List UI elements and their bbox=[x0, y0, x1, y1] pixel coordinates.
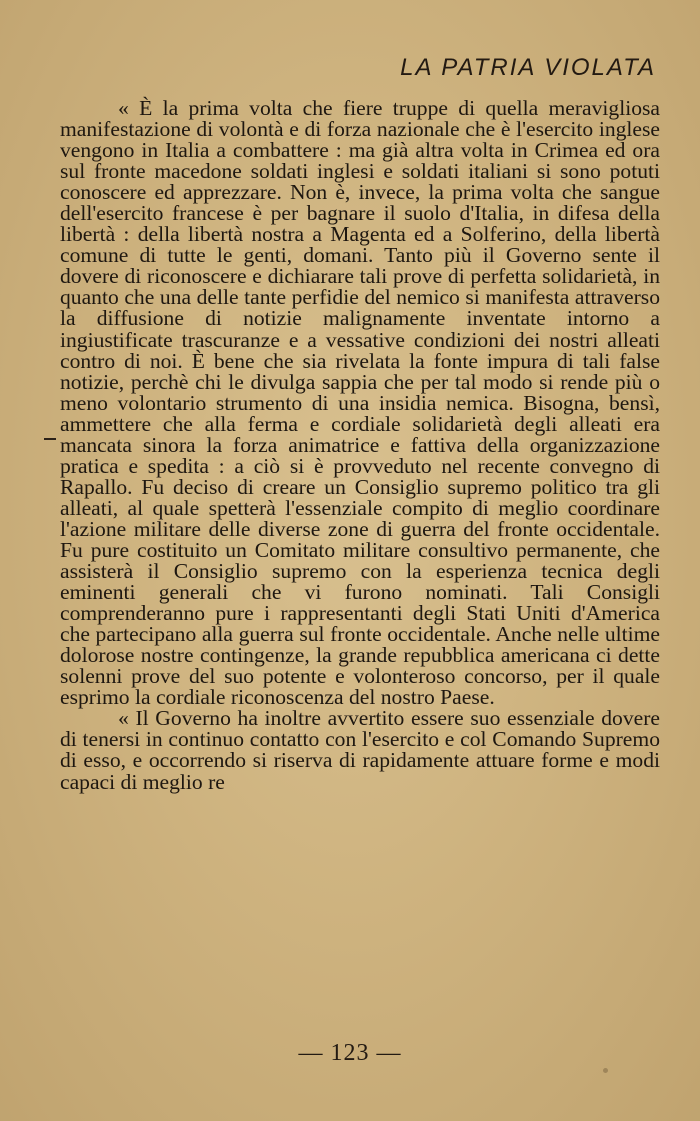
running-header: LA PATRIA VIOLATA bbox=[400, 54, 656, 81]
margin-mark bbox=[44, 438, 56, 440]
page-number: — 123 — bbox=[298, 1040, 402, 1066]
body-text bbox=[60, 98, 660, 793]
paragraph-2: « Il Governo ha inoltre avvertito essere suo essenziale dovere di tenersi in continuo contatto con l'esercito e col Comando Supremo di esso, e occorrendo si riserva di rapidamente attuare forme e modi capaci di meglio re bbox=[60, 706, 660, 794]
paper-speck bbox=[603, 1068, 608, 1073]
paragraph-1: « È la prima volta che fiere truppe di quella meravigliosa manifestazione di volontà e di forza nazionale che è l'esercito inglese vengono in Italia a combattere : ma già altra volta in Crimea ed ora sul fronte macedone soldati inglesi e soldati italiani si sono potuti conoscere ed apprezzare. Non è, invece, la prima volta che sangue dell'esercito francese è per bagnare il suolo d'Italia, in difesa della libertà : della libertà nostra a Magenta ed a Solferino, della libertà comune di tutte le genti, domani. Tanto più il Governo sente il dovere di riconoscere e dichiarare tali prove di perfetta solidarietà, in quanto che una delle tante perfidie del nemico si manifesta attraverso la diffusione di notizie malignamente inventate intorno a ingiustificate trascuranze e a vessative condizioni dei nostri alleati contro di noi. È bene che sia rivelata la fonte impura di tali false notizie, perchè chi le divulga sappia che per tal modo si rende più o meno volontario strumento di una insidia nemica. Bisogna, bensì, ammettere che alla ferma e cordiale solidarietà degli alleati era mancata sinora la forza animatrice e fattiva della organizzazione pratica e spedita : a ciò si è provveduto nel recente convegno di Rapallo. Fu deciso di creare un Consiglio supremo politico tra gli alleati, al quale spetterà l'essenziale compito di meglio coordinare l'azione militare delle diverse zone di guerra del fronte occidentale. Fu pure costituito un Comitato militare consultivo permanente, che assisterà il Consiglio supremo con la esperienza tecnica degli eminenti generali che vi furono nominati. Tali Consigli comprenderanno pure i rappresentanti degli Stati Uniti d'America che partecipano alla guerra sul fronte occidentale. Anche nelle ultime dolorose nostre contingenze, la grande repubblica americana ci dette solenni prove del suo potente e volonteroso concorso, per il quale esprimo la cordiale riconoscenza del nostro Paese. bbox=[60, 96, 660, 710]
